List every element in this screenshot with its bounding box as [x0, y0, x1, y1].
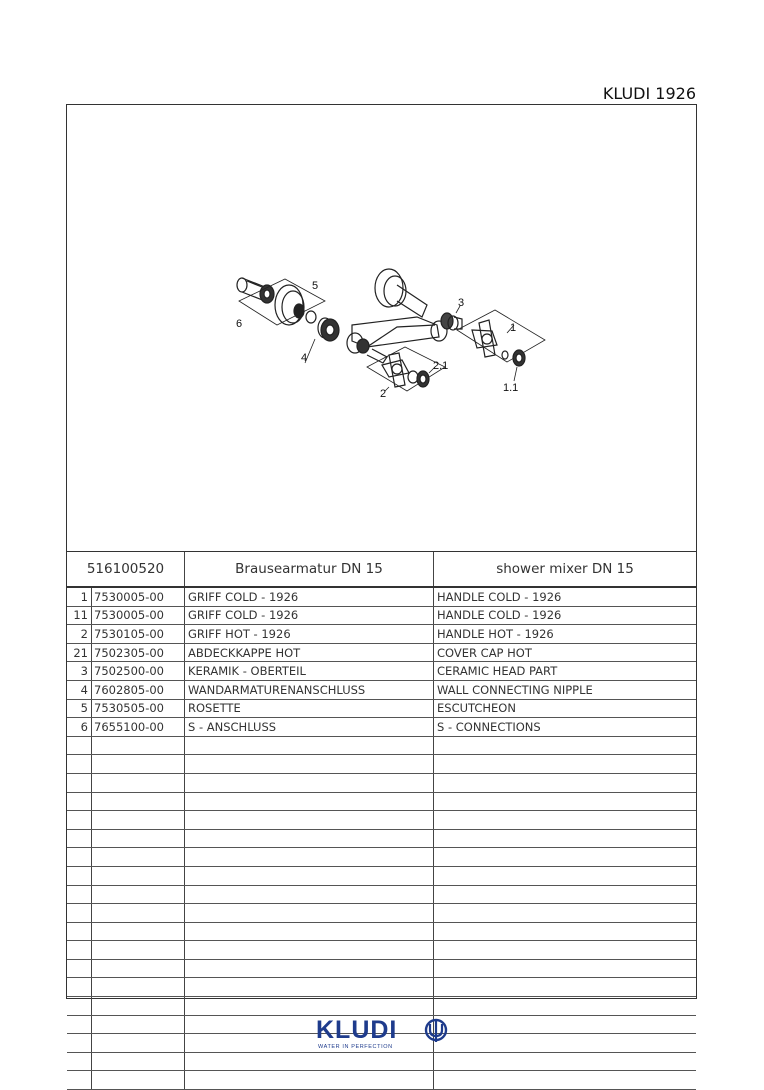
part-position	[67, 737, 92, 755]
part-name-en	[434, 755, 696, 773]
table-row	[67, 718, 696, 737]
part-position: 5	[67, 700, 92, 718]
part-name-de	[185, 1071, 434, 1089]
part-name-de	[185, 737, 434, 755]
part-position: 1	[67, 588, 92, 606]
part-article-number	[92, 978, 185, 996]
part-position: 6	[67, 718, 92, 736]
part-position	[67, 793, 92, 811]
part-article-number	[92, 737, 185, 755]
part-position	[67, 1053, 92, 1071]
part-article-number: 7655100-00	[92, 718, 185, 736]
part-name-en	[434, 1071, 696, 1089]
table-row	[67, 700, 696, 719]
table-row	[67, 681, 696, 700]
part-position: 3	[67, 662, 92, 680]
part-name-de: GRIFF COLD - 1926	[185, 588, 434, 606]
callout-3: 3	[458, 297, 465, 309]
part-name-en: COVER CAP HOT	[437, 645, 532, 660]
part-name-en	[434, 811, 696, 829]
part-article-number: 7530005-00	[92, 588, 185, 606]
callout-1: 1	[510, 322, 517, 334]
part-name-de	[185, 904, 434, 922]
part-article-number	[92, 811, 185, 829]
table-row	[67, 941, 696, 960]
table-row	[67, 997, 696, 1016]
part-name-de	[185, 811, 434, 829]
part-article-number	[92, 1053, 185, 1071]
wall-nipple-part	[305, 318, 339, 363]
table-row	[67, 830, 696, 849]
part-name-de	[185, 793, 434, 811]
part-position: 11	[67, 607, 92, 625]
part-name-en	[434, 774, 696, 792]
part-name-de	[185, 997, 434, 1015]
part-name-en: WALL CONNECTING NIPPLE	[437, 682, 593, 697]
part-position	[67, 1034, 92, 1052]
part-position	[67, 941, 92, 959]
part-name-de: ABDECKKAPPE HOT	[185, 644, 434, 662]
part-article-number	[92, 904, 185, 922]
part-position	[67, 830, 92, 848]
description-en: shower mixer DN 15	[496, 561, 634, 577]
table-row	[67, 1053, 696, 1072]
callout-2: 2	[380, 388, 387, 400]
part-article-number	[92, 997, 185, 1015]
part-name-en	[434, 1034, 696, 1052]
part-name-en	[434, 1053, 696, 1071]
table-row	[67, 625, 696, 644]
part-article-number: 7530505-00	[92, 700, 185, 718]
spare-parts-sheet	[66, 104, 697, 999]
part-name-en	[434, 793, 696, 811]
part-article-number	[92, 1034, 185, 1052]
part-name-de: S - ANSCHLUSS	[185, 718, 434, 736]
part-article-number: 7502305-00	[92, 644, 185, 662]
part-article-number	[92, 886, 185, 904]
part-name-en: ESCUTCHEON	[437, 701, 516, 716]
part-article-number	[92, 941, 185, 959]
part-position	[67, 811, 92, 829]
table-row	[67, 755, 696, 774]
part-position	[67, 867, 92, 885]
part-position	[67, 904, 92, 922]
table-row	[67, 848, 696, 867]
part-name-en: HANDLE HOT - 1926	[437, 626, 554, 641]
article-header-row	[67, 551, 696, 588]
part-name-de	[185, 848, 434, 866]
part-name-de	[185, 830, 434, 848]
part-article-number	[92, 793, 185, 811]
part-name-de: ROSETTE	[185, 700, 434, 718]
part-name-de: GRIFF COLD - 1926	[185, 607, 434, 625]
part-article-number: 7530005-00	[92, 607, 185, 625]
part-name-en	[434, 904, 696, 922]
part-article-number	[92, 830, 185, 848]
part-article-number	[92, 960, 185, 978]
part-position	[67, 1071, 92, 1089]
callout-5: 5	[312, 280, 319, 292]
part-name-en	[434, 997, 696, 1015]
part-name-de	[185, 941, 434, 959]
part-name-en	[434, 923, 696, 941]
part-name-en	[434, 737, 696, 755]
logo-brand-text: KLUDI	[316, 1016, 398, 1044]
part-name-en	[434, 960, 696, 978]
part-position	[67, 1016, 92, 1034]
part-position	[67, 848, 92, 866]
part-name-en	[434, 978, 696, 996]
table-row	[67, 737, 696, 756]
table-row	[67, 644, 696, 663]
callout-4: 4	[301, 352, 308, 364]
part-name-de	[185, 978, 434, 996]
part-name-de	[185, 774, 434, 792]
part-name-en: HANDLE COLD - 1926	[437, 589, 562, 604]
part-name-en: CERAMIC HEAD PART	[437, 664, 558, 679]
table-row	[67, 960, 696, 979]
part-position	[67, 774, 92, 792]
water-drop-logo-icon	[424, 1016, 448, 1044]
part-position	[67, 997, 92, 1015]
part-article-number: 7530105-00	[92, 625, 185, 643]
table-row	[67, 978, 696, 997]
kludi-logo	[316, 1016, 448, 1052]
table-row	[67, 662, 696, 681]
part-position	[67, 978, 92, 996]
part-name-en	[434, 867, 696, 885]
part-article-number: 7602805-00	[92, 681, 185, 699]
description-de: Brausearmatur DN 15	[185, 552, 434, 586]
part-article-number	[92, 774, 185, 792]
part-position	[67, 886, 92, 904]
part-position: 21	[67, 644, 92, 662]
part-name-de	[185, 755, 434, 773]
part-article-number	[92, 1071, 185, 1089]
table-row	[67, 886, 696, 905]
part-name-en: S - CONNECTIONS	[437, 719, 541, 734]
article-number: 516100520	[67, 552, 185, 586]
part-name-en	[434, 941, 696, 959]
document-title: KLUDI 1926	[602, 84, 696, 103]
callout-2-1: 2.1	[433, 360, 449, 372]
table-row	[67, 774, 696, 793]
part-position: 4	[67, 681, 92, 699]
table-row	[67, 588, 696, 607]
part-name-en	[434, 1016, 696, 1034]
part-article-number	[92, 923, 185, 941]
part-position	[67, 923, 92, 941]
part-name-de	[185, 1053, 434, 1071]
part-position	[67, 960, 92, 978]
part-name-de	[185, 886, 434, 904]
table-row	[67, 811, 696, 830]
logo-tagline: WATER IN PERFECTION	[318, 1044, 393, 1050]
part-position	[67, 755, 92, 773]
table-row	[67, 923, 696, 942]
part-article-number	[92, 755, 185, 773]
ceramic-head-part	[441, 306, 462, 330]
mixer-body	[347, 269, 447, 363]
handle-cold-part	[457, 310, 545, 381]
part-name-en	[434, 886, 696, 904]
part-name-de: GRIFF HOT - 1926	[185, 625, 434, 643]
part-name-de	[185, 867, 434, 885]
table-row	[67, 1071, 696, 1090]
exploded-view-drawing	[67, 105, 696, 551]
part-position: 2	[67, 625, 92, 643]
part-article-number	[92, 867, 185, 885]
table-row	[67, 607, 696, 626]
callout-1-1: 1.1	[503, 382, 519, 394]
callout-6: 6	[236, 318, 243, 330]
part-article-number	[92, 1016, 185, 1034]
part-name-de: WANDARMATURENANSCHLUSS	[185, 681, 434, 699]
exploded-view-svg	[67, 105, 698, 551]
part-article-number	[92, 848, 185, 866]
table-row	[67, 793, 696, 812]
part-name-en	[434, 848, 696, 866]
part-name-en: HANDLE COLD - 1926	[437, 608, 562, 623]
part-name-de: KERAMIK - OBERTEIL	[185, 662, 434, 680]
part-article-number: 7502500-00	[92, 662, 185, 680]
table-row	[67, 867, 696, 886]
table-row	[67, 904, 696, 923]
part-name-de	[185, 960, 434, 978]
part-name-de	[185, 923, 434, 941]
part-name-en	[434, 830, 696, 848]
parts-list-table	[67, 588, 696, 1090]
